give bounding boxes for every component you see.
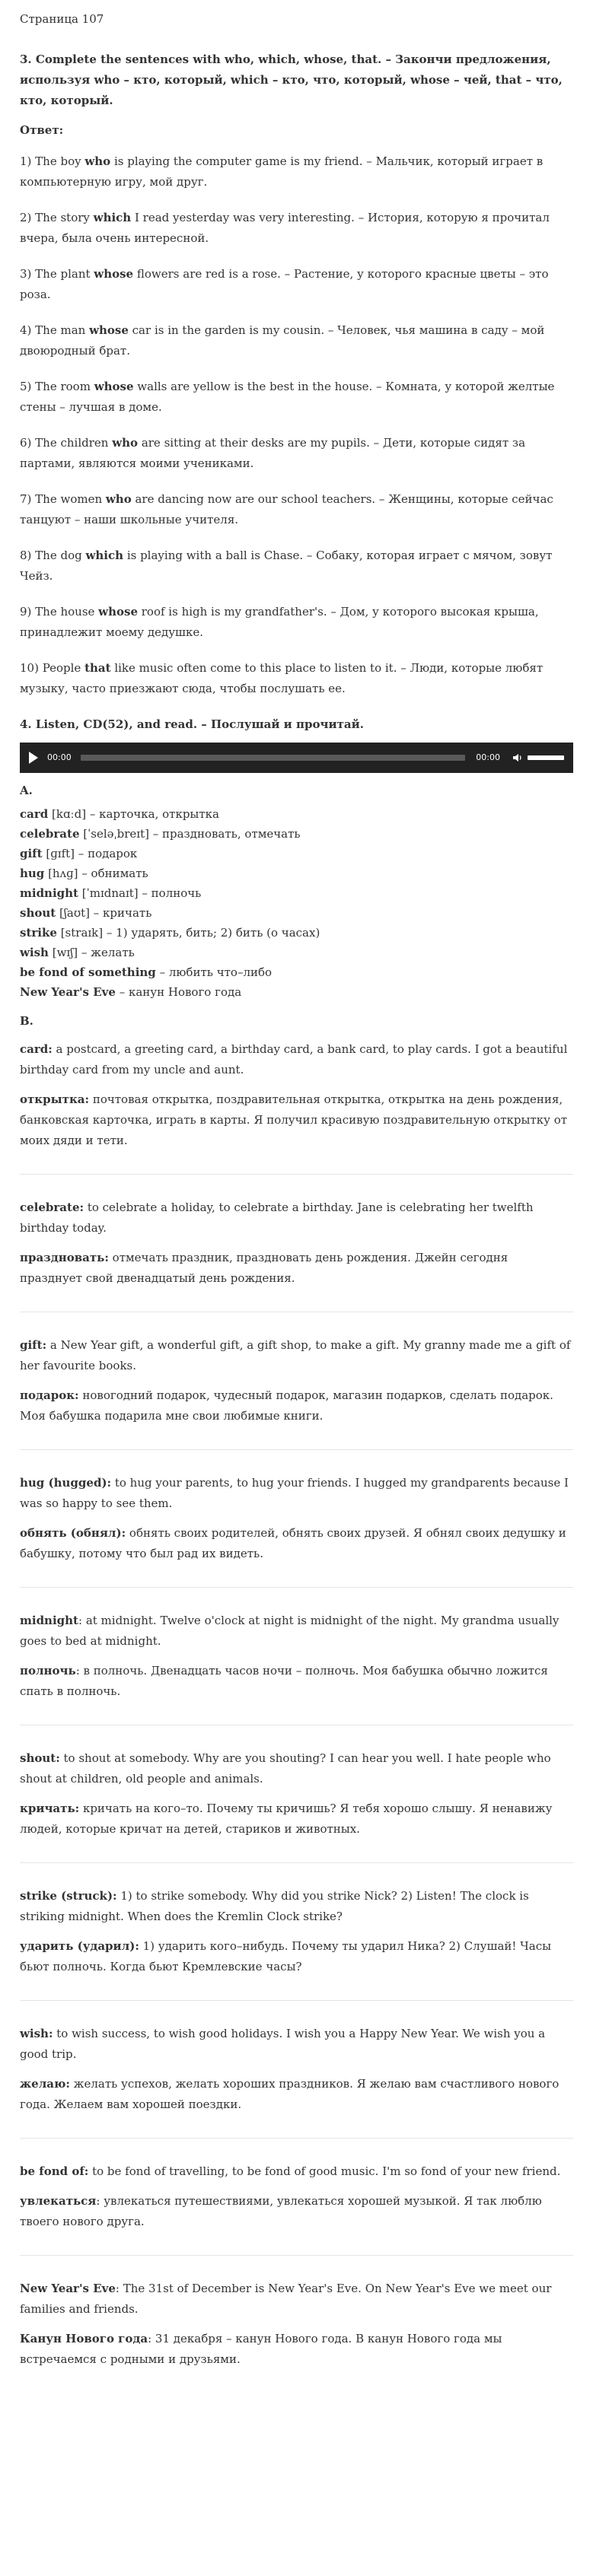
english-usage: strike (struck): 1) to strike somebody. Why did you strike Nick? 2) Listen! The clock is striking midnight. When does the Kremlin Clock strike? (20, 1889, 529, 1923)
english-usage: shout: to shout at somebody. Why are you shouting? I can hear you well. I hate people who shout at children, old people and animals. (20, 1751, 551, 1786)
answer-word: who (112, 436, 139, 450)
vocab-item: card [kɑːd] – карточка, открытка (20, 807, 219, 821)
english-usage: New Year's Eve: The 31st of December is New Year's Eve. On New Year's Eve we meet our families and friends. (20, 2282, 552, 2316)
english-usage: be fond of: to be fond of travelling, to be fond of good music. I'm so fond of your new friend. (20, 2164, 561, 2178)
english-usage: celebrate: to celebrate a holiday, to celebrate a birthday. Jane is celebrating her twelfth birthday today. (20, 1201, 534, 1235)
vocab-item: be fond of something – любить что–либо (20, 965, 273, 979)
answer-word: who (84, 154, 111, 168)
english-usage: gift: a New Year gift, a wonderful gift, a gift shop, to make a gift. My granny made me a gift of her favourite books. (20, 1338, 571, 1372)
russian-usage: праздновать: отмечать праздник, праздновать день рождения. Джейн сегодня празднует свой двенадцатый день рождения. (20, 1251, 509, 1285)
sentence: 4) The man whose car is in the garden is my cousin. – Человек, чья машина в саду – мой двоюродный брат. (20, 323, 545, 358)
russian-usage: подарок: новогодний подарок, чудесный подарок, магазин подарков, сделать подарок. Моя бабушка подарила мне свои любимые книги. (20, 1388, 553, 1423)
divider (20, 2138, 573, 2139)
duration: 00:00 (476, 752, 500, 762)
audio-player (20, 743, 573, 773)
russian-usage: Канун Нового года: 31 декабря – канун Нового года. В канун Нового года мы встречаемся с родными и друзьями. (20, 2332, 502, 2366)
russian-usage: открытка: почтовая открытка, поздравительная открытка, открытка на день рождения, банковская карточка, играть в карты. Я получил красивую поздравительную открытку от моих дяди и тети. (20, 1092, 568, 1147)
current-time: 00:00 (47, 752, 72, 762)
progress-bar[interactable] (81, 755, 466, 761)
volume-slider[interactable] (528, 755, 564, 760)
divider (20, 1862, 573, 1863)
russian-usage: ударить (ударил): 1) ударить кого–нибудь. Почему ты ударил Ника? 2) Слушай! Часы бьют полночь. Когда бьют Кремлевские часы? (20, 1939, 552, 1973)
word-block (20, 1748, 573, 1840)
sentence: 5) The room whose walls are yellow is the best in the house. – Комната, у которой желтые стены – лучшая в доме. (20, 380, 555, 414)
divider (20, 1174, 573, 1175)
vocab-item: celebrate [ˈseləˌbreɪt] – праздновать, отмечать (20, 827, 301, 841)
english-usage: wish: to wish success, to wish good holidays. I wish you a Happy New Year. We wish you a good trip. (20, 2027, 546, 2061)
volume-icon[interactable] (512, 752, 523, 763)
vocab-item: gift [ɡɪft] – подарок (20, 847, 138, 860)
section-b-label: B. (20, 1014, 33, 1028)
volume-control[interactable] (512, 752, 564, 763)
sentence: 2) The story which I read yesterday was very interesting. – История, которую я прочитал вчера, была очень интересной. (20, 211, 550, 245)
vocab-item: midnight [ˈmɪdnaɪt] – полночь (20, 886, 202, 900)
word-block (20, 2279, 573, 2370)
vocab-item: strike [straɪk] – 1) ударять, бить; 2) бить (о часах) (20, 926, 320, 940)
answer-word: whose (98, 605, 138, 619)
english-usage: hug (hugged): to hug your parents, to hug your friends. I hugged my grandparents because I was so happy to see them. (20, 1476, 569, 1510)
sentence: 9) The house whose roof is high is my grandfather's. – Дом, у которого высокая крыша, принадлежит моему дедушке. (20, 605, 539, 639)
word-block (20, 1197, 573, 1289)
play-icon[interactable] (29, 752, 38, 764)
russian-usage: увлекаться: увлекаться путешествиями, увлекаться хорошей музыкой. Я так люблю твоего нового друга. (20, 2194, 542, 2228)
answer-label: Ответ: (20, 123, 64, 137)
russian-usage: желаю: желать успехов, желать хороших праздников. Я желаю вам счастливого нового года. Желаем вам хорошей поездки. (20, 2077, 560, 2111)
russian-usage: полночь: в полночь. Двенадцать часов ночи – полночь. Моя бабушка обычно ложится спать в полночь. (20, 1664, 548, 1698)
sentence: 10) People that like music often come to this place to listen to it. – Люди, которые любят музыку, часто приезжают сюда, чтобы послушать ее. (20, 661, 544, 695)
word-block (20, 1335, 573, 1426)
answer-word: which (85, 549, 124, 562)
sentence: 1) The boy who is playing the computer game is my friend. – Мальчик, который играет в компьютерную игру, мой друг. (20, 154, 544, 189)
divider (20, 1587, 573, 1588)
vocab-item: shout [ʃaʊt] – кричать (20, 906, 152, 920)
task4-title: 4. Listen, CD(52), and read. – Послушай и прочитай. (20, 717, 364, 731)
vocabulary-list (20, 804, 573, 1002)
russian-usage: обнять (обнял): обнять своих родителей, обнять своих друзей. Я обнял своих дедушку и бабушку, потому что был рад их видеть. (20, 1526, 566, 1560)
sentence: 8) The dog which is playing with a ball is Chase. – Собаку, которая играет с мячом, зовут Чейз. (20, 549, 553, 583)
divider (20, 2255, 573, 2256)
word-block (20, 1611, 573, 1702)
divider (20, 2000, 573, 2001)
english-usage: midnight: at midnight. Twelve o'clock at night is midnight of the night. My grandma usually goes to bed at midnight. (20, 1614, 560, 1648)
word-block (20, 2161, 573, 2232)
sentence: 7) The women who are dancing now are our school teachers. – Женщины, которые сейчас танцуют – наши школьные учителя. (20, 492, 553, 526)
word-block (20, 2024, 573, 2115)
task3-title: 3. Complete the sentences with who, which, whose, that. – Закончи предложения, используя who – кто, который, which – кто, что, который, whose – чей, that – что, кто, который. (20, 52, 563, 107)
answer-word: whose (94, 380, 134, 393)
vocab-item: wish [wɪʃ] – желать (20, 946, 135, 959)
english-usage: card: a postcard, a greeting card, a birthday card, a bank card, to play cards. I got a beautiful birthday card from my uncle and aunt. (20, 1042, 568, 1077)
answer-word: whose (89, 323, 129, 337)
sentence: 3) The plant whose flowers are red is a rose. – Растение, у которого красные цветы – это роза. (20, 267, 549, 301)
word-block (20, 1886, 573, 1977)
vocab-item: New Year's Eve – канун Нового года (20, 985, 242, 999)
page-title: Страница 107 (20, 12, 104, 26)
sentence: 6) The children who are sitting at their desks are my pupils. – Дети, которые сидят за партами, являются моими учениками. (20, 436, 526, 470)
word-block (20, 1473, 573, 1564)
answer-word: whose (94, 267, 134, 281)
answer-word: that (84, 661, 111, 675)
answer-word: who (105, 492, 132, 506)
section-a-label: A. (20, 784, 33, 797)
answer-word: which (93, 211, 132, 224)
vocab-item: hug [hʌɡ] – обнимать (20, 867, 148, 880)
divider (20, 1449, 573, 1450)
russian-usage: кричать: кричать на кого–то. Почему ты кричишь? Я тебя хорошо слышу. Я ненавижу людей, которые кричат на детей, стариков и животных. (20, 1802, 553, 1836)
word-block (20, 1039, 573, 1151)
